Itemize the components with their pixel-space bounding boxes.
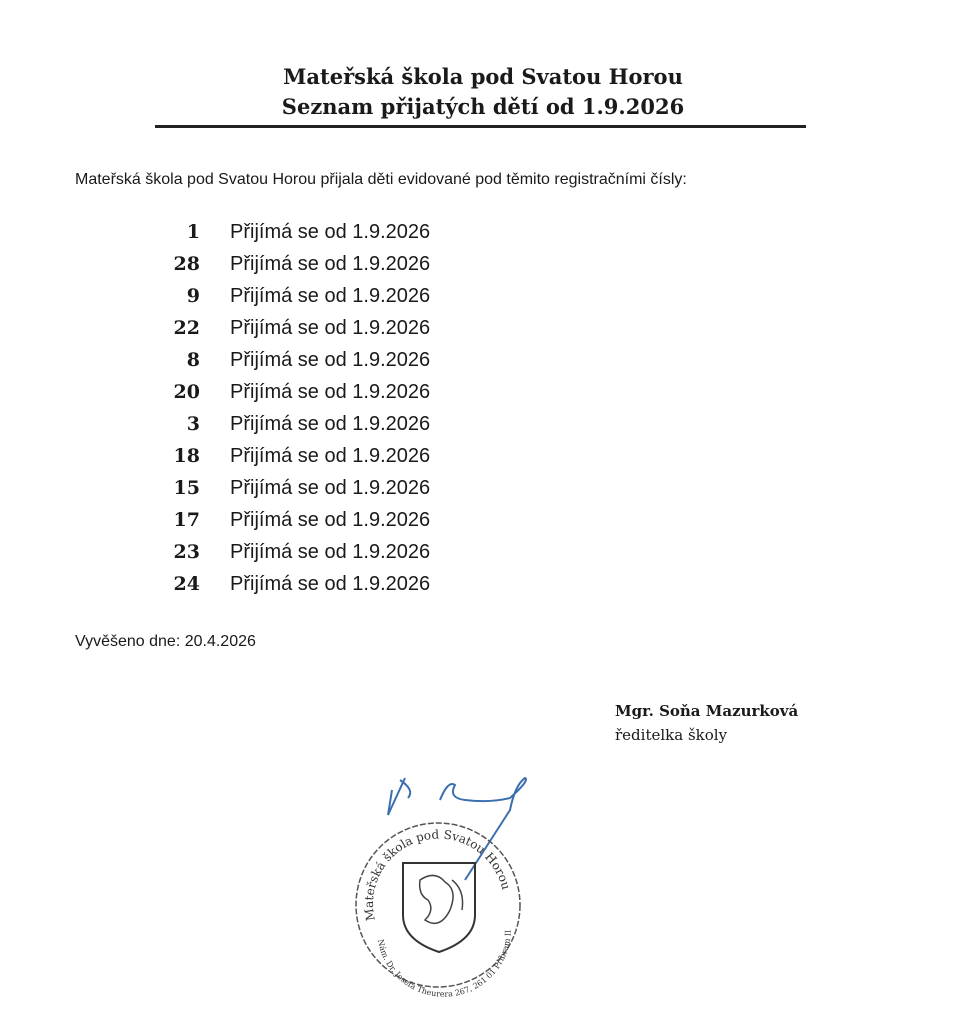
- admission-row: [140, 504, 430, 536]
- admission-status: Přijímá se od 1.9.2026: [230, 284, 431, 307]
- registration-number: 17: [173, 509, 200, 531]
- admission-status: Přijímá se od 1.9.2026: [230, 380, 431, 403]
- stamp-bottom-text: Nám. Dr. Josefa Theurera 267, 261 01 Příbram II: [375, 929, 513, 999]
- svg-text:Nám. Dr. Josefa Theurera 267,: [376, 930, 513, 999]
- school-name-heading: Mateřská škola pod Svatou Horou: [283, 64, 683, 89]
- admission-row: [140, 440, 430, 472]
- admission-status: Přijímá se od 1.9.2026: [230, 316, 431, 339]
- registration-number: 28: [173, 253, 200, 275]
- admission-status: Přijímá se od 1.9.2026: [230, 444, 431, 467]
- admission-row: [140, 280, 430, 312]
- registration-number: 18: [173, 445, 200, 467]
- admission-row: [140, 568, 430, 600]
- document-title: Seznam přijatých dětí od 1.9.2026: [281, 94, 685, 119]
- signer-role: ředitelka školy: [615, 726, 728, 744]
- registration-number: 15: [173, 477, 200, 499]
- admission-row: [140, 376, 430, 408]
- admission-status: Přijímá se od 1.9.2026: [230, 572, 431, 595]
- admission-list: [140, 216, 430, 600]
- admission-row: [140, 248, 430, 280]
- title-divider: [155, 125, 806, 128]
- registration-number: 23: [173, 541, 200, 563]
- admission-status: Přijímá se od 1.9.2026: [230, 412, 431, 435]
- admission-status: Přijímá se od 1.9.2026: [230, 540, 431, 563]
- registration-number: 8: [186, 349, 200, 371]
- admission-row: [140, 216, 430, 248]
- admission-row: [140, 312, 430, 344]
- admission-status: Přijímá se od 1.9.2026: [230, 508, 431, 531]
- signer-name: Mgr. Soňa Mazurková: [615, 702, 799, 720]
- registration-number: 1: [186, 221, 200, 243]
- admission-row: [140, 344, 430, 376]
- registration-number: 9: [186, 285, 200, 307]
- posted-date: Vyvěšeno dne: 20.4.2026: [75, 633, 256, 650]
- official-stamp: [340, 770, 640, 1010]
- registration-number: 20: [173, 381, 200, 403]
- stamp-top-text: Mateřská škola pod Svatou Horou: [361, 827, 514, 922]
- registration-number: 3: [186, 413, 200, 435]
- registration-number: 22: [173, 317, 200, 339]
- admission-status: Přijímá se od 1.9.2026: [230, 220, 431, 243]
- intro-text: Mateřská škola pod Svatou Horou přijala děti evidované pod těmito registračními čísly:: [75, 171, 687, 188]
- admission-row: [140, 472, 430, 504]
- admission-status: Přijímá se od 1.9.2026: [230, 476, 431, 499]
- registration-number: 24: [173, 573, 200, 595]
- admission-row: [140, 536, 430, 568]
- admission-status: Přijímá se od 1.9.2026: [230, 252, 431, 275]
- admission-row: [140, 408, 430, 440]
- admission-status: Přijímá se od 1.9.2026: [230, 348, 431, 371]
